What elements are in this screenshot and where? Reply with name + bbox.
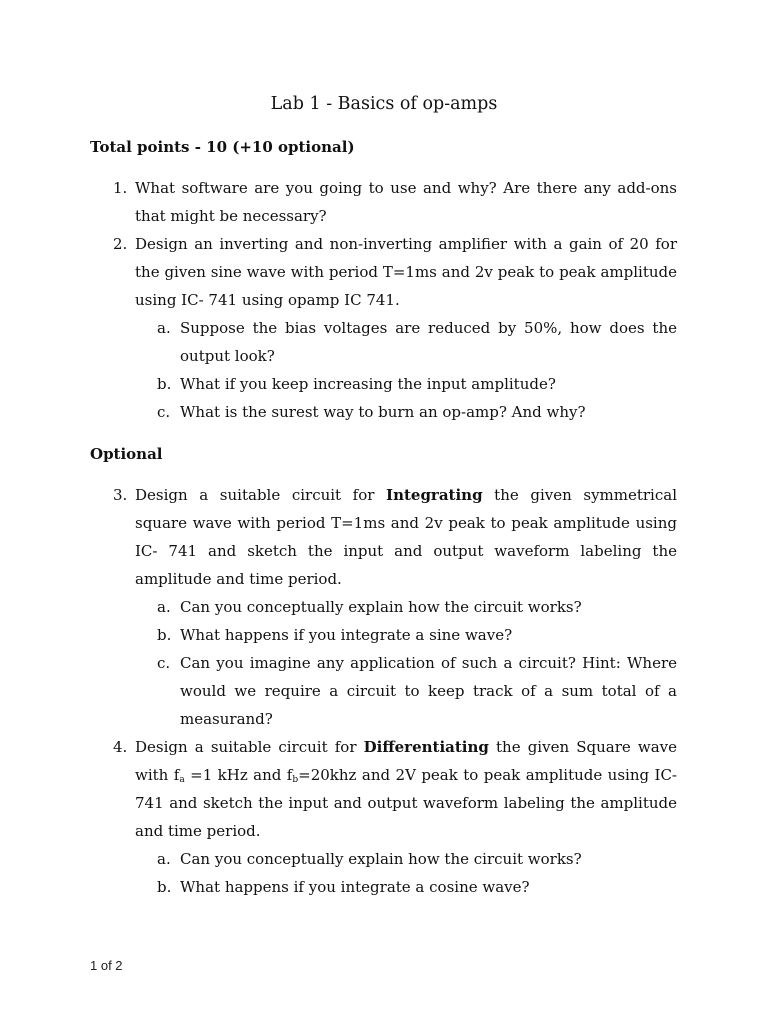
- sub-question-letter: a.: [157, 319, 171, 337]
- sub-question-text: Suppose the bias voltages are reduced by 50%, how does the output look?: [180, 319, 677, 365]
- sub-question-letter: a.: [157, 850, 171, 868]
- question-text-mid: the given Square wave with f: [135, 738, 677, 784]
- question-number: 1.: [113, 179, 128, 197]
- page-number: 1 of 2: [90, 958, 123, 973]
- question-text-start: Design a suitable circuit for: [135, 738, 364, 756]
- sub-question-list: [135, 593, 677, 733]
- question-text-end: the given symmetrical square wave with period T=1ms and 2v peak to peak amplitude using IC- 741 and sketch the input and output waveform labeling the amplitude and time period.: [135, 486, 677, 588]
- sub-question-text: Can you imagine any application of such a circuit? Hint: Where would we require a circuit to keep track of a sum total of a measurand?: [180, 654, 677, 728]
- question-2: [90, 230, 677, 426]
- sub-question: [90, 370, 677, 398]
- sub-question-text: Can you conceptually explain how the circuit works?: [180, 850, 582, 868]
- sub-question-text: What is the surest way to burn an op-amp? And why?: [180, 403, 586, 421]
- total-points-heading: Total points - 10 (+10 optional): [90, 138, 355, 156]
- sub-question-letter: c.: [157, 654, 171, 672]
- question-text-end: =20khz and 2V peak to peak amplitude using IC- 741 and sketch the input and output waveform labeling the amplitude and time period.: [135, 766, 677, 840]
- sub-question-letter: c.: [157, 403, 171, 421]
- sub-question-text: What happens if you integrate a sine wave?: [180, 626, 513, 644]
- sub-question-letter: a.: [157, 598, 171, 616]
- sub-question: [90, 649, 677, 733]
- sub-question: [90, 314, 677, 370]
- sub-question-list: [135, 845, 677, 901]
- question-3: [90, 481, 677, 733]
- question-bold-term: Integrating: [386, 486, 483, 504]
- question-text-start: Design a suitable circuit for: [135, 486, 387, 504]
- sub-question: [90, 621, 677, 649]
- sub-question: [90, 845, 677, 873]
- sub-question-letter: b.: [157, 878, 172, 896]
- sub-question-text: Can you conceptually explain how the circuit works?: [180, 598, 582, 616]
- sub-question: [90, 593, 677, 621]
- sub-question-letter: b.: [157, 626, 172, 644]
- question-text: What software are you going to use and why? Are there any add-ons that might be necessary?: [135, 179, 677, 225]
- question-text: Design an inverting and non-inverting amplifier with a gain of 20 for the given sine wave with period T=1ms and 2v peak to peak amplitude using IC- 741 using opamp IC 741.: [135, 235, 677, 309]
- optional-heading: Optional: [90, 445, 163, 463]
- sub-question: [90, 873, 677, 901]
- question-list-optional: [90, 481, 677, 901]
- question-1: [90, 174, 677, 230]
- frequency-subscript-a: a: [179, 775, 185, 785]
- question-number: 3.: [113, 486, 128, 504]
- frequency-subscript-b: b: [292, 775, 299, 785]
- sub-question: [90, 398, 677, 426]
- question-number: 4.: [113, 738, 128, 756]
- sub-question-text: What if you keep increasing the input amplitude?: [180, 375, 556, 393]
- question-number: 2.: [113, 235, 128, 253]
- sub-question-list: [135, 314, 677, 426]
- sub-question-text: What happens if you integrate a cosine wave?: [180, 878, 530, 896]
- question-text-mid2: =1 kHz and f: [184, 766, 293, 784]
- question-bold-term: Differentiating: [363, 738, 489, 756]
- sub-question-letter: b.: [157, 375, 172, 393]
- question-4: [90, 733, 677, 901]
- question-list-main: [90, 174, 677, 426]
- page-title: Lab 1 - Basics of op-amps: [270, 94, 498, 114]
